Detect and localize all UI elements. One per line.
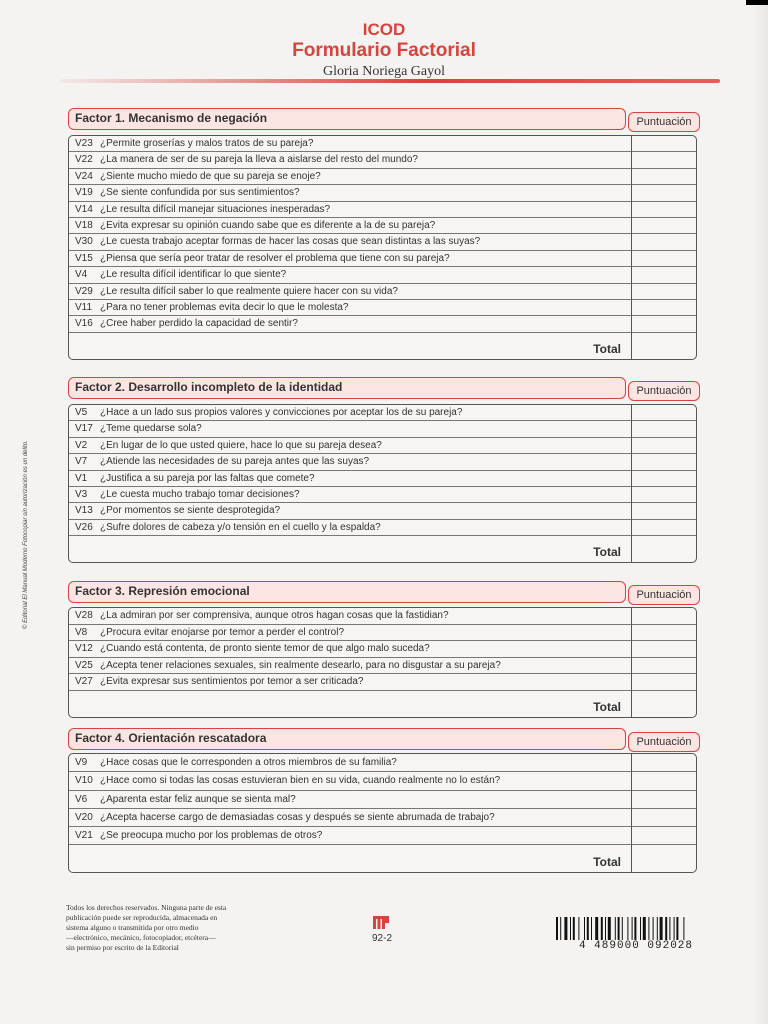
factor-header [68, 581, 626, 603]
question-text: ¿Sufre dolores de cabeza y/o tensión en el cuello y la espalda? [100, 521, 381, 533]
score-input-cell[interactable] [632, 202, 696, 218]
question-row [69, 405, 631, 421]
question-row [69, 202, 631, 218]
question-text: ¿Aparenta estar feliz aunque se sienta mal? [100, 793, 296, 805]
question-code: V21 [75, 830, 93, 842]
question-text: ¿Evita expresar su opinión cuando sabe que es diferente a la de su pareja? [100, 220, 436, 231]
question-row [69, 284, 631, 300]
legal-line: —electrónico, mecánico, fotocopiador, etcétera— [66, 933, 216, 942]
page-header [0, 20, 768, 80]
score-input-cell[interactable] [632, 641, 696, 658]
question-row [69, 136, 631, 152]
score-input-cell[interactable] [632, 316, 696, 332]
score-input-cell[interactable] [632, 185, 696, 201]
question-text: ¿La manera de ser de su pareja la lleva a aislarse del resto del mundo? [100, 154, 418, 166]
total-label: Total [593, 545, 621, 559]
score-input-cell[interactable] [632, 674, 696, 691]
total-score-cell[interactable] [632, 693, 696, 717]
factor-header [68, 108, 626, 130]
score-input-cell[interactable] [632, 234, 696, 250]
publisher-code: 92-2 [372, 933, 393, 944]
score-input-cell[interactable] [632, 471, 696, 487]
score-input-cell[interactable] [632, 218, 696, 234]
total-score-cell[interactable] [632, 538, 696, 562]
header-divider [60, 79, 720, 83]
score-input-cell[interactable] [632, 169, 696, 185]
question-code: V9 [75, 757, 88, 768]
question-code: V7 [75, 456, 88, 468]
score-column-label: Puntuación [628, 112, 700, 132]
question-text: ¿Acepta tener relaciones sexuales, sin realmente desearlo, para no disgustar a su pareja? [100, 659, 501, 671]
question-text: ¿Para no tener problemas evita decir lo que le molesta? [100, 302, 349, 313]
question-code: V20 [75, 811, 93, 823]
question-text: ¿Por momentos se siente desprotegida? [100, 505, 281, 517]
question-code: V13 [75, 505, 93, 517]
question-text: ¿Atiende las necesidades de su pareja antes que las suyas? [100, 456, 370, 468]
question-row [69, 608, 631, 625]
question-text: ¿Se siente confundida por sus sentimientos? [100, 187, 300, 199]
question-text: ¿Teme quedarse sola? [100, 423, 202, 435]
question-code: V16 [75, 318, 93, 330]
total-score-cell[interactable] [632, 848, 696, 872]
factor-title: Factor 4. Orientación rescatadora [75, 731, 267, 745]
question-row [69, 152, 631, 168]
legal-line: sin permiso por escrito de la Editorial [66, 943, 179, 952]
question-code: V24 [75, 170, 93, 182]
question-row [69, 421, 631, 437]
score-input-cell[interactable] [632, 754, 696, 772]
question-code: V1 [75, 472, 88, 484]
question-text: ¿Hace como si todas las cosas estuvieran bien en su vida, cuando realmente no lo están? [100, 775, 501, 787]
question-row [69, 454, 631, 470]
question-row [69, 754, 631, 772]
question-row [69, 503, 631, 519]
factor-question-table [68, 753, 697, 873]
question-text: ¿Cree haber perdido la capacidad de sentir? [100, 318, 298, 330]
legal-line: Todos los derechos reservados. Ninguna parte de esta [66, 903, 227, 912]
question-row [69, 487, 631, 503]
question-text: ¿Hace cosas que le corresponden a otros miembros de su familia? [100, 757, 397, 768]
copyright-sidebar-text: © Editorial El Manual Moderno Fotocopiar sin autorización es un delito. [23, 440, 29, 629]
score-input-cell[interactable] [632, 300, 696, 316]
score-input-cell[interactable] [632, 487, 696, 503]
question-code: V6 [75, 793, 88, 805]
question-text: ¿Siente mucho miedo de que su pareja se enoje? [100, 170, 321, 182]
score-column-label: Puntuación [628, 381, 700, 401]
factor-question-table [68, 607, 697, 718]
total-label: Total [593, 855, 621, 869]
factor-header [68, 377, 626, 399]
question-text: ¿Le resulta difícil saber lo que realmente quiere hacer con su vida? [100, 285, 398, 297]
score-column-divider [631, 136, 632, 359]
question-text: ¿Le cuesta trabajo aceptar formas de hacer las cosas que sean distintas a las suyas? [100, 236, 481, 248]
question-row [69, 267, 631, 283]
legal-line: publicación puede ser reproducida, almacenada en [66, 913, 218, 922]
question-text: ¿Le resulta difícil identificar lo que siente? [100, 269, 287, 281]
question-row [69, 169, 631, 185]
question-code: V10 [75, 775, 93, 787]
question-code: V15 [75, 252, 93, 264]
score-input-cell[interactable] [632, 136, 696, 152]
score-input-cell[interactable] [632, 772, 696, 790]
question-text: ¿Cuando está contenta, de pronto siente temor de que algo malo suceda? [100, 643, 430, 655]
question-code: V18 [75, 220, 93, 231]
question-text: ¿Procura evitar enojarse por temor a perder el control? [100, 626, 345, 638]
question-row [69, 625, 631, 642]
question-row [69, 827, 631, 845]
question-code: V11 [75, 302, 93, 313]
score-column-label: Puntuación [628, 732, 700, 752]
question-code: V23 [75, 138, 93, 149]
score-input-cell[interactable] [632, 503, 696, 519]
question-row [69, 218, 631, 234]
question-code: V12 [75, 643, 93, 655]
total-score-cell[interactable] [632, 335, 696, 359]
question-row [69, 234, 631, 250]
legal-notice [66, 903, 276, 953]
question-code: V19 [75, 187, 93, 199]
question-code: V14 [75, 203, 93, 215]
question-text: ¿Evita expresar sus sentimientos por temor a ser criticada? [100, 676, 364, 688]
question-code: V5 [75, 407, 88, 418]
factor-header [68, 728, 626, 750]
question-row [69, 316, 631, 332]
question-row [69, 438, 631, 454]
score-input-cell[interactable] [632, 438, 696, 454]
question-row [69, 641, 631, 658]
question-row [69, 658, 631, 675]
question-code: V4 [75, 269, 88, 281]
score-input-cell[interactable] [632, 608, 696, 625]
score-input-cell[interactable] [632, 809, 696, 827]
question-row [69, 520, 631, 536]
question-row [69, 809, 631, 827]
score-input-cell[interactable] [632, 405, 696, 421]
question-text: ¿Justifica a su pareja por las faltas que comete? [100, 472, 315, 484]
question-row [69, 185, 631, 201]
factor-title: Factor 2. Desarrollo incompleto de la identidad [75, 380, 343, 394]
total-label: Total [593, 700, 621, 714]
barcode-number: 4 489000 092028 [546, 940, 726, 952]
scan-edge-shadow [752, 0, 768, 1024]
score-input-cell[interactable] [632, 152, 696, 168]
question-code: V27 [75, 676, 93, 688]
question-code: V29 [75, 285, 93, 297]
score-input-cell[interactable] [632, 827, 696, 845]
score-column-label: Puntuación [628, 585, 700, 605]
score-input-cell[interactable] [632, 454, 696, 470]
score-input-cell[interactable] [632, 251, 696, 267]
question-text: ¿La admiran por ser comprensiva, aunque otros hagan cosas que la fastidian? [100, 610, 449, 621]
score-input-cell[interactable] [632, 791, 696, 809]
question-row [69, 772, 631, 790]
factor-title: Factor 1. Mecanismo de negación [75, 111, 268, 125]
publisher-logo-icon [372, 913, 390, 931]
question-code: V2 [75, 439, 88, 451]
question-row [69, 251, 631, 267]
question-code: V25 [75, 659, 93, 671]
question-row [69, 300, 631, 316]
score-input-cell[interactable] [632, 267, 696, 283]
form-title: Formulario Factorial [292, 40, 476, 61]
factor-question-table [68, 135, 697, 360]
factor-question-table [68, 404, 697, 563]
form-author: Gloria Noriega Gayol [322, 64, 446, 79]
question-code: V28 [75, 610, 93, 621]
legal-line: sistema alguno o transmitida por otro medio [66, 923, 199, 932]
form-code: ICOD [362, 20, 406, 39]
question-row [69, 791, 631, 809]
score-input-cell[interactable] [632, 625, 696, 642]
total-label: Total [593, 342, 621, 356]
question-row [69, 471, 631, 487]
question-code: V8 [75, 626, 88, 638]
question-text: ¿Hace a un lado sus propios valores y convicciones por aceptar los de su pareja? [100, 407, 463, 418]
question-text: ¿Le cuesta mucho trabajo tomar decisiones? [100, 489, 300, 500]
question-row [69, 674, 631, 691]
question-code: V22 [75, 154, 93, 166]
score-input-cell[interactable] [632, 421, 696, 437]
question-text: ¿Acepta hacerse cargo de demasiadas cosas y después se siente abrumada de trabajo? [100, 811, 495, 823]
question-code: V30 [75, 236, 93, 248]
question-code: V3 [75, 489, 88, 500]
question-text: ¿Le resulta difícil manejar situaciones inesperadas? [100, 203, 331, 215]
factor-title: Factor 3. Represión emocional [75, 584, 250, 598]
question-text: ¿Piensa que sería peor tratar de resolver el problema que tiene con su pareja? [100, 252, 450, 264]
score-input-cell[interactable] [632, 658, 696, 675]
question-code: V17 [75, 423, 93, 435]
copyright-sidebar [20, 372, 32, 632]
question-text: ¿En lugar de lo que usted quiere, hace lo que su pareja desea? [100, 439, 382, 451]
question-text: ¿Se preocupa mucho por los problemas de otros? [100, 830, 323, 842]
question-text: ¿Permite groserías y malos tratos de su pareja? [100, 138, 314, 149]
score-input-cell[interactable] [632, 520, 696, 536]
question-code: V26 [75, 521, 93, 533]
score-input-cell[interactable] [632, 284, 696, 300]
